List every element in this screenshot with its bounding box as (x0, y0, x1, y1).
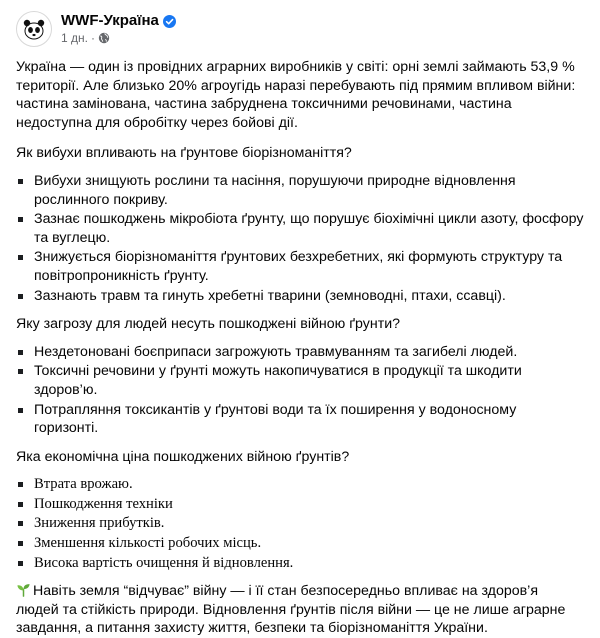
name-row (61, 12, 176, 30)
post-meta (61, 30, 176, 46)
square-bullet-icon (18, 217, 23, 222)
bullet-list (16, 343, 584, 438)
list-item-text: Пошкодження техніки (34, 495, 173, 512)
list-item (16, 343, 584, 362)
post-body (16, 58, 584, 638)
list-item-text: Висока вартість очищення й відновлення. (34, 554, 294, 571)
list-item (16, 401, 584, 438)
list-item (16, 514, 584, 533)
post-timestamp[interactable]: 1 дн. (61, 31, 88, 45)
header-meta (61, 12, 176, 46)
meta-separator: · (90, 31, 95, 45)
intro-paragraph: Україна — один із провідних аграрних виробників у світі: орні землі займають 53,9 % території. Але близько 20% агроугідь наразі перебувають під прямим впливом війни: частина замінована, частина забруднена токсичними речовинами, частина недоступна для обробітку через бойові дії. (16, 59, 576, 131)
list-item (16, 287, 584, 306)
list-item-text: Нездетоновані боєприпаси загрожують травмуванням та загибелі людей. (34, 343, 518, 360)
closing-text: Навіть земля “відчуває” війну — і її стан безпосередньо впливає на здоров’я людей та стійкість природи. Відновлення ґрунтів після війни — це не лише аграрне завдання, а питання захисту життя, безпеки та біорізноманіття України. (16, 583, 566, 637)
list-item (16, 248, 584, 285)
list-item (16, 534, 584, 553)
post-header (16, 10, 584, 48)
bullet-list (16, 475, 584, 572)
list-item-text: Зменшення кількості робочих місць. (34, 535, 262, 552)
panda-logo-icon (21, 16, 47, 42)
square-bullet-icon (18, 294, 23, 299)
list-item-text: Зниження прибутків. (34, 515, 165, 532)
square-bullet-icon (18, 521, 23, 526)
list-item-text: Токсичні речовини у ґрунті можуть накопичуватися в продукції та шкодити здоров’ю. (34, 363, 522, 398)
square-bullet-icon (18, 541, 23, 546)
square-bullet-icon (18, 502, 23, 507)
square-bullet-icon (18, 179, 23, 184)
page-name-link[interactable]: WWF-Україна (61, 12, 159, 29)
list-item-text: Зазнає пошкоджень мікробіота ґрунту, що порушує біохімічні цикли азоту, фосфору та вуглецю. (34, 211, 584, 246)
square-bullet-icon (18, 482, 23, 487)
section-question: Як вибухи впливають на ґрунтове біорізноманіття? (16, 145, 352, 162)
list-item (16, 172, 584, 209)
list-item (16, 554, 584, 573)
square-bullet-icon (18, 561, 23, 566)
list-item-text: Втрата врожаю. (34, 476, 133, 493)
list-item-text: Знижується біорізноманіття ґрунтових безхребетних, які формують структуру та повітропроникність ґрунту. (34, 249, 563, 284)
square-bullet-icon (18, 350, 23, 355)
list-item (16, 210, 584, 247)
list-item-text: Зазнають травм та гинуть хребетні тварини (земноводні, птахи, ссавці). (34, 287, 506, 304)
square-bullet-icon (18, 369, 23, 374)
square-bullet-icon (18, 408, 23, 413)
list-item-text: Потрапляння токсикантів у ґрунтові води та їх поширення у водоносному горизонті. (34, 401, 517, 437)
bullet-list (16, 172, 584, 305)
page-avatar[interactable] (16, 11, 52, 47)
sprout-icon (16, 583, 31, 597)
square-bullet-icon (18, 255, 23, 260)
list-item (16, 362, 584, 399)
list-item (16, 475, 584, 494)
verified-badge-icon (163, 15, 176, 28)
section-question: Яку загрозу для людей несуть пошкоджені війною ґрунти? (16, 316, 401, 333)
list-item-text: Вибухи знищують рослини та насіння, порушуючи природне відновлення рослинного покриву. (34, 172, 516, 208)
closing-paragraph (16, 582, 584, 638)
globe-icon[interactable] (98, 32, 110, 44)
list-item (16, 495, 584, 514)
section-question: Яка економічна ціна пошкоджених війною ґрунтів? (16, 448, 350, 465)
